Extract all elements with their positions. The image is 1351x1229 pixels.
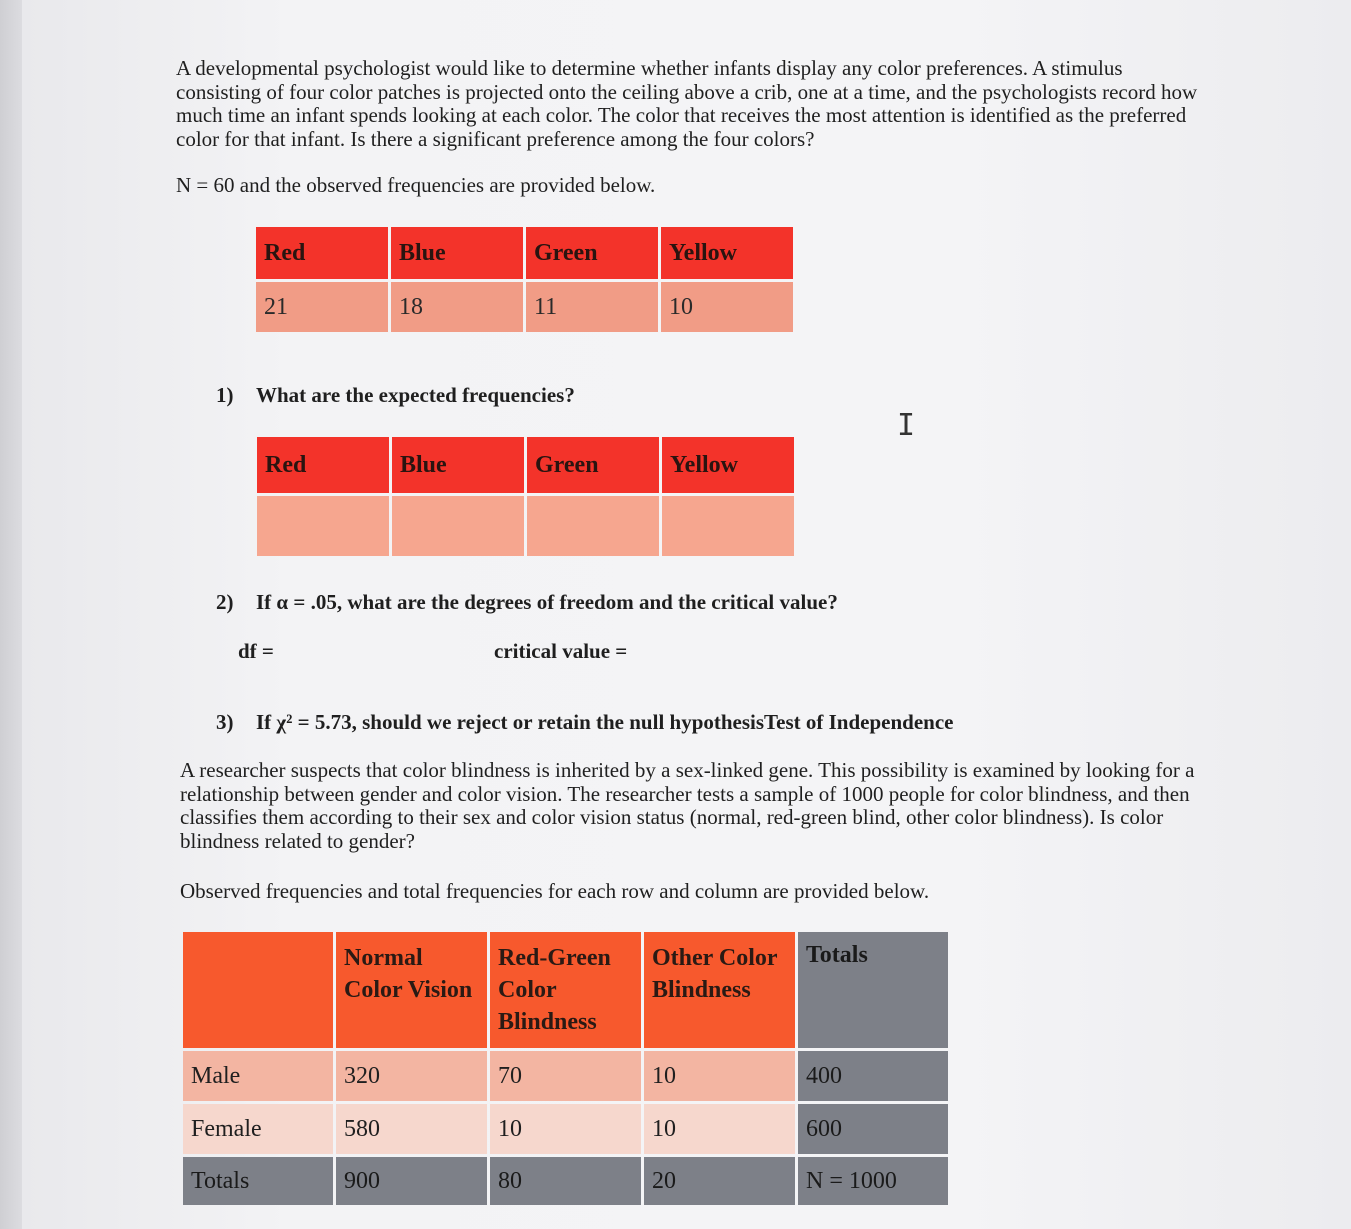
female-red-green: 10 bbox=[490, 1104, 641, 1154]
observed-value-green: 11 bbox=[526, 282, 658, 332]
header-normal-color-vision: Normal Color Vision bbox=[336, 932, 487, 1048]
row-label-totals: Totals bbox=[183, 1157, 333, 1205]
observed-value-blue: 18 bbox=[391, 282, 523, 332]
question-3-text: If χ² = 5.73, should we reject or retain the null hypothesisTest of Independence bbox=[256, 710, 954, 734]
question-2-number: 2) bbox=[216, 590, 234, 614]
expected-value-blue[interactable] bbox=[392, 496, 524, 556]
question-1-number: 1) bbox=[216, 383, 234, 407]
table-corner-cell bbox=[183, 932, 333, 1048]
independence-table bbox=[180, 929, 951, 1208]
expected-header-green: Green bbox=[527, 437, 659, 493]
header-other-color-blindness: Other Color Blindness bbox=[644, 932, 795, 1048]
female-other: 10 bbox=[644, 1104, 795, 1154]
df-label: df = bbox=[238, 639, 274, 663]
expected-header-yellow: Yellow bbox=[662, 437, 794, 493]
totals-normal: 900 bbox=[336, 1157, 487, 1205]
question-2-text: If α = .05, what are the degrees of freedom and the critical value? bbox=[256, 590, 838, 614]
row-label-female: Female bbox=[183, 1104, 333, 1154]
question-2 bbox=[216, 590, 838, 615]
expected-frequency-table bbox=[254, 434, 797, 559]
female-total: 600 bbox=[798, 1104, 948, 1154]
observed-value-yellow: 10 bbox=[661, 282, 793, 332]
observed-header-yellow: Yellow bbox=[661, 227, 793, 279]
row-label-male: Male bbox=[183, 1051, 333, 1101]
problem1-intro: A developmental psychologist would like to determine whether infants display any color preferences. A stimulus consisting of four color patches is projected onto the ceiling above a crib, one at a time, and the psychologists record how much time an infant spends looking at each color. The color that receives the most attention is identified as the preferred color for that infant. Is there a significant preference among the four colors? bbox=[176, 56, 1198, 151]
problem2-intro: A researcher suspects that color blindness is inherited by a sex-linked gene. This possibility is examined by looking for a relationship between gender and color vision. The researcher tests a sample of 1000 people for color blindness, and then classifies them according to their sex and color vision status (normal, red-green blind, other color blindness). Is color blindness related to gender? bbox=[180, 758, 1195, 853]
observed-header-green: Green bbox=[526, 227, 658, 279]
text-cursor-icon: I bbox=[897, 408, 916, 443]
problem2-table-intro: Observed frequencies and total frequencies for each row and column are provided below. bbox=[180, 879, 930, 903]
expected-value-red[interactable] bbox=[257, 496, 389, 556]
question-3-number: 3) bbox=[216, 710, 234, 734]
critical-value-label: critical value = bbox=[494, 639, 628, 663]
observed-frequency-table bbox=[253, 224, 796, 335]
totals-other: 20 bbox=[644, 1157, 795, 1205]
observed-value-red: 21 bbox=[256, 282, 388, 332]
observed-header-blue: Blue bbox=[391, 227, 523, 279]
observed-header-red: Red bbox=[256, 227, 388, 279]
header-totals: Totals bbox=[798, 932, 948, 1048]
male-normal: 320 bbox=[336, 1051, 487, 1101]
totals-red-green: 80 bbox=[490, 1157, 641, 1205]
left-margin bbox=[0, 0, 22, 1229]
question-3 bbox=[216, 710, 953, 735]
expected-value-yellow[interactable] bbox=[662, 496, 794, 556]
expected-value-green[interactable] bbox=[527, 496, 659, 556]
question-1 bbox=[216, 383, 575, 408]
female-normal: 580 bbox=[336, 1104, 487, 1154]
male-total: 400 bbox=[798, 1051, 948, 1101]
expected-header-blue: Blue bbox=[392, 437, 524, 493]
n-statement: N = 60 and the observed frequencies are provided below. bbox=[176, 173, 656, 197]
male-red-green: 70 bbox=[490, 1051, 641, 1101]
male-other: 10 bbox=[644, 1051, 795, 1101]
question-1-text: What are the expected frequencies? bbox=[256, 383, 575, 407]
grand-total: N = 1000 bbox=[798, 1157, 948, 1205]
expected-header-red: Red bbox=[257, 437, 389, 493]
header-red-green-color-blindness: Red-Green Color Blindness bbox=[490, 932, 641, 1048]
